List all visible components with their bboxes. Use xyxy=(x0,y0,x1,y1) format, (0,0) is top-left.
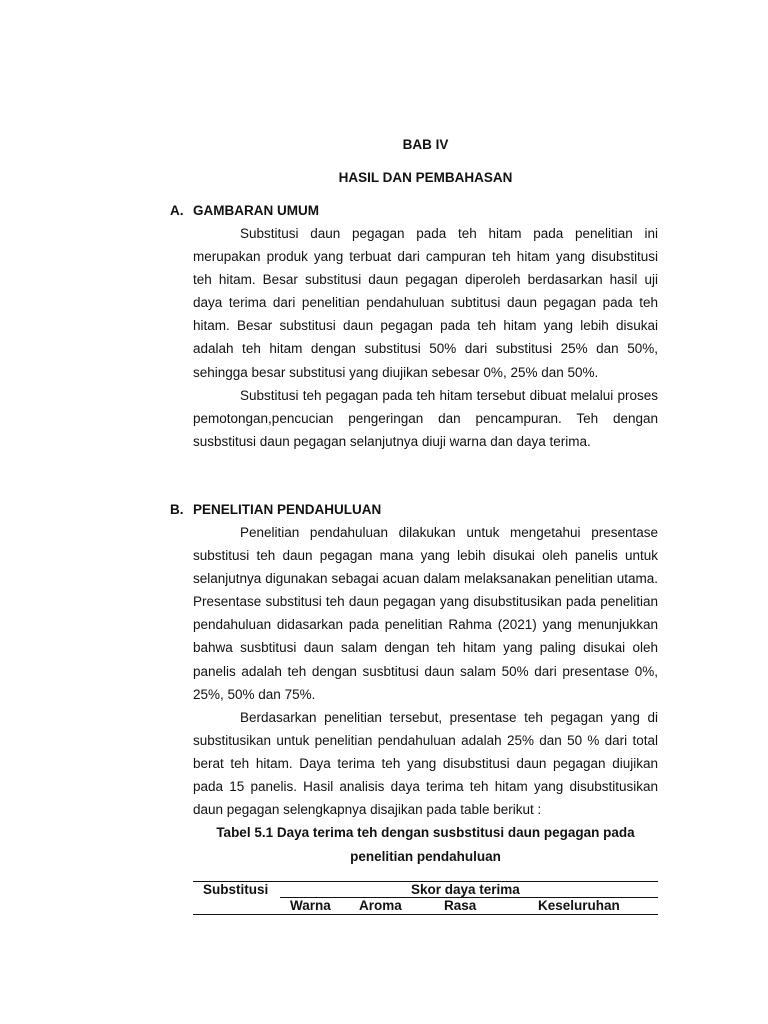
table-header-skor-daya-terima: Skor daya terima xyxy=(411,882,520,897)
section-a-letter: A. xyxy=(170,203,184,218)
section-b-paragraph-1: Penelitian pendahuluan dilakukan untuk mengetahui presentase substitusi teh daun pegagan mana yang lebih disukai oleh panelis untuk selanjutnya digunakan sebagai acuan dalam melaksanakan penelitian utama. Presentase substitusi teh daun pegagan yang disubstitusikan pada penelitian pendahuluan didasarkan pada penelitian Rahma (2021) yang menunjukkan bahwa susbtitusi daun salam dengan teh hitam yang paling disukai oleh panelis adalah teh dengan susbtitusi daun salam 50% dari presentase 0%, 25%, 50% dan 75%. xyxy=(193,525,658,702)
section-a-paragraph-1: Substitusi daun pegagan pada teh hitam pada penelitian ini merupakan produk yang terbuat dari campuran teh hitam yang disubstitusi teh hitam. Besar substitusi daun pegagan diperoleh berdasarkan hasil uji daya terima dari penelitian pendahuluan subtitusi daun pegagan pada teh hitam. Besar substitusi daun pegagan pada teh hitam yang lebih disukai adalah teh hitam dengan substitusi 50% dari substitusi 25% dan 50%, sehingga besar substitusi yang diujikan sebesar 0%, 25% dan 50%. xyxy=(193,226,658,380)
table-caption-line-1: Tabel 5.1 Daya terima teh dengan susbstitusi daun pegagan pada xyxy=(216,825,635,840)
section-b-paragraph-2: Berdasarkan penelitian tersebut, presentase teh pegagan yang di substitusikan untuk penelitian pendahuluan adalah 25% dan 50 % dari total berat teh hitam. Daya terima teh yang disubstitusi daun pegagan diujikan pada 15 panelis. Hasil analisis daya terima teh hitam yang disubstitusikan daun pegagan selengkapnya disajikan pada table berikut : xyxy=(193,709,658,818)
section-a-body xyxy=(193,222,658,453)
section-b-title: PENELITIAN PENDAHULUAN xyxy=(193,502,382,517)
table-header-substitusi: Substitusi xyxy=(203,882,269,897)
table-header-aroma: Aroma xyxy=(359,898,402,913)
table-caption-line-2: penelitian pendahuluan xyxy=(350,848,501,864)
section-a-paragraph-2: Substitusi teh pegagan pada teh hitam tersebut dibuat melalui proses pemotongan,pencucian pengeringan dan pencampuran. Teh dengan susbstitusi daun pegagan selanjutnya diuji warna dan daya terima. xyxy=(193,387,658,449)
table-header-rasa: Rasa xyxy=(444,898,477,913)
table-header-keseluruhan: Keseluruhan xyxy=(538,898,620,913)
table-header-rule xyxy=(193,914,658,915)
section-b-letter: B. xyxy=(170,502,184,517)
table-header-warna: Warna xyxy=(290,898,331,913)
section-a-title: GAMBARAN UMUM xyxy=(193,203,319,218)
chapter-number: BAB IV xyxy=(402,137,449,152)
table-caption xyxy=(193,821,658,868)
section-b-heading xyxy=(170,502,381,517)
section-a-heading xyxy=(170,203,319,218)
section-b-body xyxy=(193,521,658,821)
chapter-title: HASIL DAN PEMBAHASAN xyxy=(338,170,513,185)
